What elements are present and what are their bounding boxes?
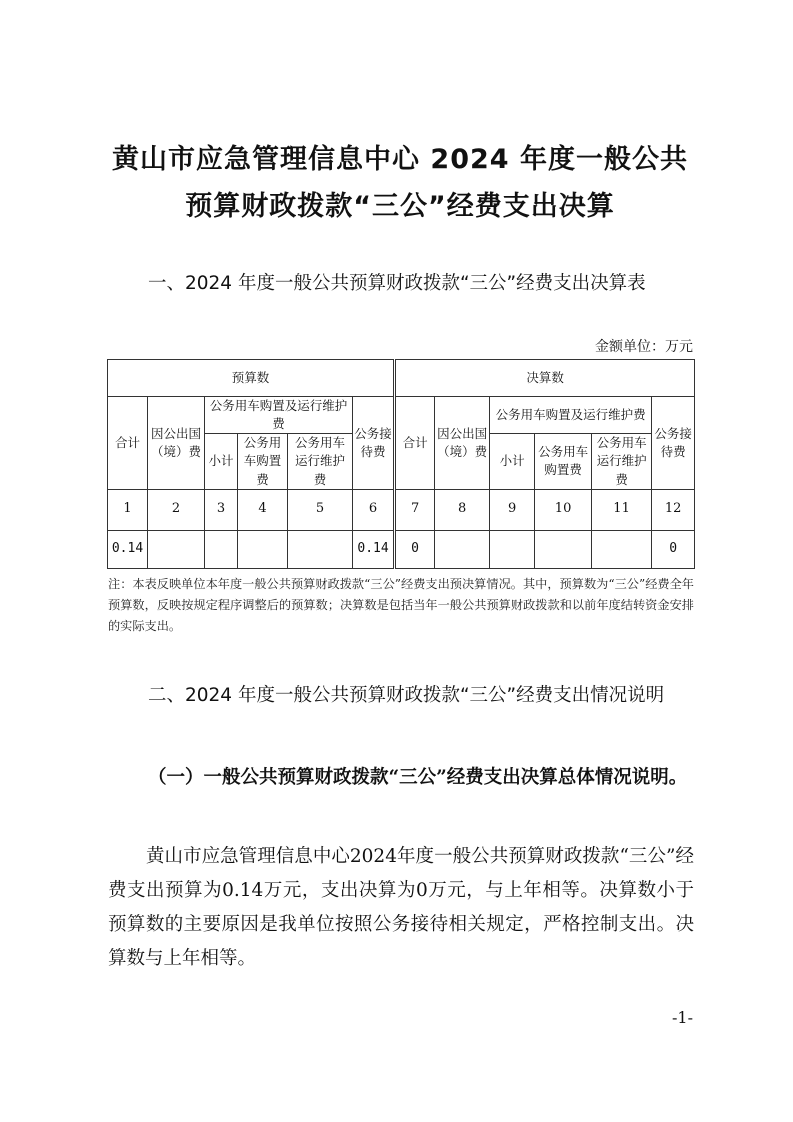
- budget-reception-header: 公务接待费: [353, 397, 395, 490]
- three-public-expenses-table: [107, 359, 695, 569]
- budget-abroad-header: 因公出国（境）费: [148, 397, 205, 490]
- column-number: 9: [490, 489, 535, 530]
- section-2-heading: 二、2024 年度一般公共预算财政拨款“三公”经费支出情况说明: [148, 685, 665, 706]
- column-number: 4: [238, 489, 288, 530]
- section-1-heading: 一、2024 年度一般公共预算财政拨款“三公”经费支出决算表: [148, 273, 646, 294]
- budget-group-header: 预算数: [108, 360, 395, 397]
- budget-vehicle-group-header: 公务用车购置及运行维护费: [205, 397, 353, 434]
- budget-vehicle-maintain-header: 公务用车运行维护费: [288, 434, 353, 489]
- final-abroad-value: [435, 530, 490, 568]
- budget-vehicle-purchase-value: [238, 530, 288, 568]
- column-number: 6: [353, 489, 395, 530]
- amount-unit-label: 金额单位：万元: [595, 339, 693, 355]
- final-vehicle-maintain-value: [592, 530, 652, 568]
- final-abroad-header: 因公出国（境）费: [435, 397, 490, 490]
- final-reception-value: 0: [652, 530, 695, 568]
- table-group-header-row: [108, 360, 695, 397]
- column-number: 12: [652, 489, 695, 530]
- final-reception-header: 公务接待费: [652, 397, 695, 490]
- column-number-row: [108, 489, 695, 530]
- budget-subtotal-value: [205, 530, 238, 568]
- budget-total-value: 0.14: [108, 530, 148, 568]
- table-header-row: [108, 397, 695, 434]
- value-row: [108, 530, 695, 568]
- budget-vehicle-purchase-header: 公务用车购置费: [238, 434, 288, 489]
- page-number: -1-: [672, 1008, 693, 1027]
- budget-reception-value: 0.14: [353, 530, 395, 568]
- final-subtotal-header: 小计: [490, 434, 535, 489]
- final-vehicle-group-header: 公务用车购置及运行维护费: [490, 397, 652, 434]
- column-number: 8: [435, 489, 490, 530]
- table-note: 注：本表反映单位本年度一般公共预算财政拨款“三公”经费支出预决算情况。其中，预算数为“三公”经费全年预算数，反映按规定程序调整后的预算数；决算数是包括当年一般公共预算财政拨款和以前年度结转资金安排的实际支出。: [108, 577, 694, 633]
- budget-vehicle-maintain-value: [288, 530, 353, 568]
- final-subtotal-value: [490, 530, 535, 568]
- final-total-header: 合计: [395, 397, 435, 490]
- column-number: 2: [148, 489, 205, 530]
- final-vehicle-purchase-header: 公务用车购置费: [535, 434, 592, 489]
- column-number: 5: [288, 489, 353, 530]
- budget-subtotal-header: 小计: [205, 434, 238, 489]
- column-number: 10: [535, 489, 592, 530]
- final-group-header: 决算数: [395, 360, 695, 397]
- final-vehicle-purchase-value: [535, 530, 592, 568]
- document-title-line-1: 黄山市应急管理信息中心 2024 年度一般公共: [112, 144, 688, 175]
- final-vehicle-maintain-header: 公务用车运行维护费: [592, 434, 652, 489]
- final-total-value: 0: [395, 530, 435, 568]
- budget-total-header: 合计: [108, 397, 148, 490]
- document-title-line-2: 预算财政拨款“三公”经费支出决算: [185, 191, 615, 222]
- column-number: 1: [108, 489, 148, 530]
- section-2-subheading: （一）一般公共预算财政拨款“三公”经费支出决算总体情况说明。: [148, 767, 688, 788]
- section-2-body: 黄山市应急管理信息中心2024年度一般公共预算财政拨款“三公”经费支出预算为0.14万元，支出决算为0万元，与上年相等。决算数小于预算数的主要原因是我单位按照公务接待相关规定，严格控制支出。决算数与上年相等。: [108, 846, 694, 969]
- column-number: 11: [592, 489, 652, 530]
- column-number: 3: [205, 489, 238, 530]
- budget-abroad-value: [148, 530, 205, 568]
- column-number: 7: [395, 489, 435, 530]
